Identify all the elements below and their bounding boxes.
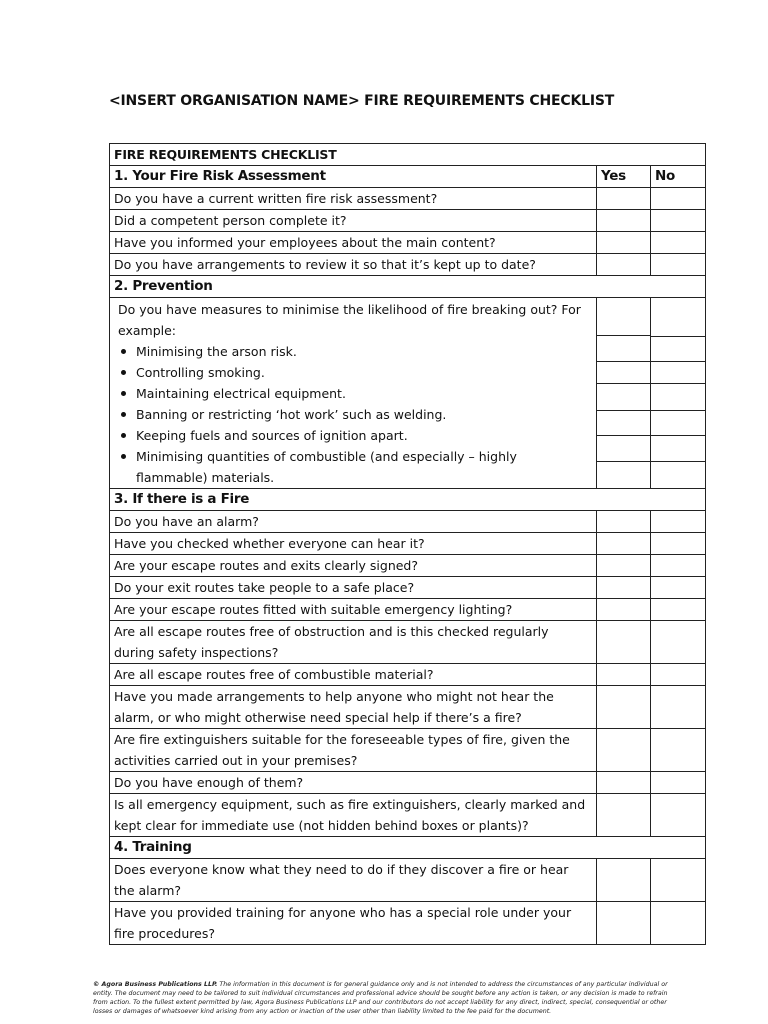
yes-cell[interactable] [597, 555, 651, 577]
yes-cell[interactable] [597, 411, 650, 436]
yes-cell[interactable] [597, 664, 651, 686]
section-heading-if-fire: 3. If there is a Fire [110, 489, 706, 511]
no-cell[interactable] [651, 794, 706, 837]
question-text: Do you have arrangements to review it so that it’s kept up to date? [110, 254, 597, 276]
no-cell[interactable] [651, 664, 706, 686]
question-text: Do your exit routes take people to a safe place? [110, 577, 597, 599]
no-cell[interactable] [651, 902, 706, 945]
table-row [110, 511, 706, 533]
no-cell[interactable] [651, 859, 706, 902]
list-item: Keeping fuels and sources of ignition apart. [118, 425, 588, 446]
yes-cell[interactable] [597, 902, 651, 945]
question-text: Do you have an alarm? [110, 511, 597, 533]
no-cell[interactable] [651, 232, 706, 254]
fire-checklist-table [109, 143, 706, 945]
no-cell[interactable] [651, 511, 706, 533]
table-row [110, 555, 706, 577]
question-text: Are your escape routes and exits clearly signed? [110, 555, 597, 577]
table-row [110, 621, 706, 664]
question-text: Have you informed your employees about the main content? [110, 232, 597, 254]
yes-cell[interactable] [597, 729, 651, 772]
table-row [110, 902, 706, 945]
table-row [110, 772, 706, 794]
yes-cell[interactable] [597, 336, 650, 362]
no-cell[interactable] [651, 555, 706, 577]
table-row [110, 664, 706, 686]
yes-cell[interactable] [597, 577, 651, 599]
section-heading-row [110, 276, 706, 298]
copyright-notice: © Agora Business Publications LLP. [93, 981, 218, 988]
yes-cell[interactable] [597, 533, 651, 555]
question-text: Did a competent person complete it? [110, 210, 597, 232]
yes-cell[interactable] [597, 188, 651, 210]
question-text: Does everyone know what they need to do if they discover a fire or hear the alarm? [110, 859, 597, 902]
question-text: Have you checked whether everyone can hear it? [110, 533, 597, 555]
question-text: Do you have enough of them? [110, 772, 597, 794]
table-row [110, 254, 706, 276]
question-text: Have you provided training for anyone who has a special role under your fire procedures? [110, 902, 597, 945]
table-row [110, 188, 706, 210]
no-cell-stack[interactable] [651, 298, 706, 489]
legal-disclaimer [93, 980, 683, 1016]
yes-cell[interactable] [597, 232, 651, 254]
no-cell[interactable] [651, 411, 705, 436]
no-cell[interactable] [651, 686, 706, 729]
question-text: Are fire extinguishers suitable for the foreseeable types of fire, given the activities carried out in your premises? [110, 729, 597, 772]
yes-cell[interactable] [597, 511, 651, 533]
list-item: Minimising quantities of combustible (and especially – highly flammable) materials. [118, 446, 588, 488]
table-row [110, 533, 706, 555]
yes-cell[interactable] [597, 772, 651, 794]
prevention-intro: Do you have measures to minimise the likelihood of fire breaking out? For example: [118, 301, 581, 338]
yes-cell[interactable] [597, 859, 651, 902]
table-row [110, 232, 706, 254]
yes-cell[interactable] [597, 298, 650, 336]
prevention-bullet-list [114, 341, 592, 488]
section-heading-row [110, 837, 706, 859]
question-text: Are your escape routes fitted with suitable emergency lighting? [110, 599, 597, 621]
yes-cell[interactable] [597, 462, 650, 488]
disclaimer-text: The information in this document is for general guidance only and is not intended to address the circumstances of any particular individual or entity. The document may need to be tailored to suit individual circumstances and professional advice should be sought before any action is taken, or any decision is made to refrain from action. To the fullest extent permitted by law, Agora Business Publications LLP and our contributors do not accept liability for any direct, indirect, special, consequential or other losses or damages of whatsoever kind arising from any action or inaction of the user other than liability limited to the fee paid for the document. [93, 981, 668, 1015]
no-cell[interactable] [651, 254, 706, 276]
no-cell[interactable] [651, 599, 706, 621]
no-cell[interactable] [651, 384, 705, 411]
no-cell[interactable] [651, 210, 706, 232]
no-cell[interactable] [651, 336, 705, 362]
question-text: Are all escape routes free of obstruction and is this checked regularly during safety inspections? [110, 621, 597, 664]
yes-cell[interactable] [597, 794, 651, 837]
question-text: Are all escape routes free of combustible material? [110, 664, 597, 686]
table-row [110, 859, 706, 902]
table-row [110, 686, 706, 729]
no-cell[interactable] [651, 729, 706, 772]
table-row [110, 599, 706, 621]
no-cell[interactable] [651, 188, 706, 210]
table-row [110, 794, 706, 837]
no-cell-blank [651, 298, 705, 336]
section-heading-row [110, 489, 706, 511]
question-text: Do you have a current written fire risk assessment? [110, 188, 597, 210]
section-heading-prevention: 2. Prevention [110, 276, 706, 298]
document-title: <INSERT ORGANISATION NAME> FIRE REQUIREMENTS CHECKLIST [109, 93, 615, 109]
yes-cell-stack[interactable] [597, 298, 651, 489]
table-row [110, 210, 706, 232]
list-item: Controlling smoking. [118, 362, 588, 383]
list-item: Banning or restricting ‘hot work’ such as welding. [118, 404, 588, 425]
no-cell[interactable] [651, 462, 705, 488]
yes-cell[interactable] [597, 362, 650, 384]
no-cell[interactable] [651, 577, 706, 599]
yes-cell[interactable] [597, 436, 650, 462]
no-cell[interactable] [651, 362, 705, 384]
table-header-row [110, 144, 706, 166]
section-heading-risk-assessment: 1. Your Fire Risk Assessment [110, 166, 597, 188]
list-item: Maintaining electrical equipment. [118, 383, 588, 404]
no-cell[interactable] [651, 436, 705, 462]
question-text: Is all emergency equipment, such as fire extinguishers, clearly marked and kept clear for immediate use (not hidden behind boxes or plants)? [110, 794, 597, 837]
no-cell[interactable] [651, 772, 706, 794]
table-row [110, 577, 706, 599]
table-row [110, 729, 706, 772]
table-header: FIRE REQUIREMENTS CHECKLIST [110, 144, 706, 166]
yes-cell[interactable] [597, 686, 651, 729]
yes-cell[interactable] [597, 210, 651, 232]
yes-cell[interactable] [597, 254, 651, 276]
list-item: Minimising the arson risk. [118, 341, 588, 362]
section-heading-row [110, 166, 706, 188]
no-column-header: No [651, 166, 706, 188]
no-cell[interactable] [651, 621, 706, 664]
yes-cell[interactable] [597, 621, 651, 664]
yes-column-header: Yes [597, 166, 651, 188]
question-text: Have you made arrangements to help anyone who might not hear the alarm, or who might otherwise need special help if there’s a fire? [110, 686, 597, 729]
prevention-question [110, 298, 597, 489]
yes-cell[interactable] [597, 599, 651, 621]
no-cell[interactable] [651, 533, 706, 555]
yes-cell[interactable] [597, 384, 650, 411]
section-heading-training: 4. Training [110, 837, 706, 859]
prevention-row [110, 298, 706, 489]
